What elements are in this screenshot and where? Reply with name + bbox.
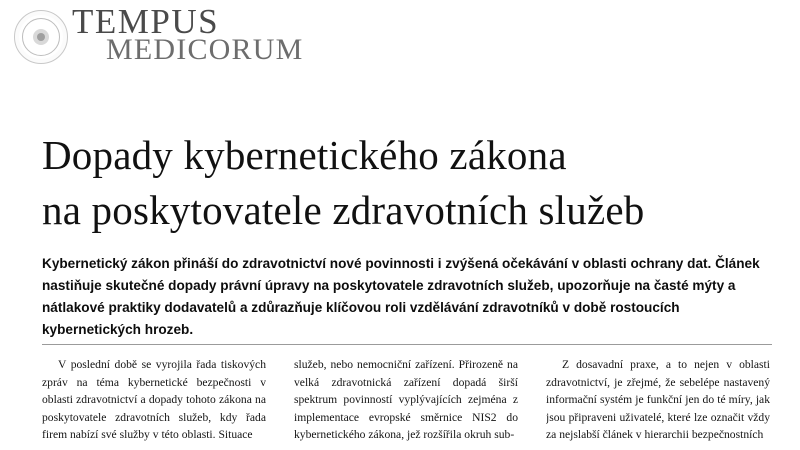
article-column-3 — [546, 356, 770, 450]
article-standfirst: Kybernetický zákon přináší do zdravotnictví nové povinnosti i zvýšená očekávání v oblasti ochrany dat. Článek nastiňuje skutečné dopady právní úpravy na poskytovatele zdravotních služeb, upozorňuje na časté mýty a nátlakové praktiky dodavatelů a zdůrazňuje klíčovou roli vzdělávání zdravotníků v době rostoucích kybernetických hrozeb. — [42, 256, 760, 338]
masthead-line-1: TEMPUS — [72, 2, 220, 41]
column-1-paragraph: V poslední době se vyrojila řada tiskových zpráv na téma kybernetické bezpečnosti v oblasti zdravotnictví a dopady tohoto zákona na poskytovatele zdravotních služeb, kdy řada firem nabízí své služby v této oblasti. Situace — [42, 358, 266, 442]
headline-line-2: na poskytovatele zdravotních služeb — [42, 186, 645, 233]
masthead-line-2: MEDICORUM — [106, 33, 304, 66]
headline-line-1: Dopady kybernetického zákona — [42, 132, 567, 178]
article-column-1 — [42, 356, 266, 450]
page-title — [42, 128, 772, 237]
article-title-block — [42, 128, 772, 341]
article-body-columns — [42, 356, 772, 450]
column-2-paragraph: služeb, nebo nemocniční zařízení. Přirozeně na velká zdravotnická zařízení dopadá širší spektrum povinností vyplývajících zejména z implementace evropské směrnice NIS2 do kybernetického zákona, jež rozšířila okruh sub- — [294, 358, 518, 442]
header-divider — [42, 344, 772, 345]
masthead-wordmark — [72, 4, 303, 65]
article-column-2 — [294, 356, 518, 450]
tempus-medicorum-roundel-icon — [14, 10, 68, 64]
masthead — [0, 0, 800, 86]
roundel-core — [33, 29, 49, 45]
column-3-paragraph: Z dosavadní praxe, a to nejen v oblasti zdravotnictví, je zřejmé, že sebelépe nastavený informační systém je funkční jen do té míry, jak jsou připraveni uživatelé, které lze označit vždy za nejslabší článek v hierarchii bezpečnostních — [546, 358, 770, 442]
